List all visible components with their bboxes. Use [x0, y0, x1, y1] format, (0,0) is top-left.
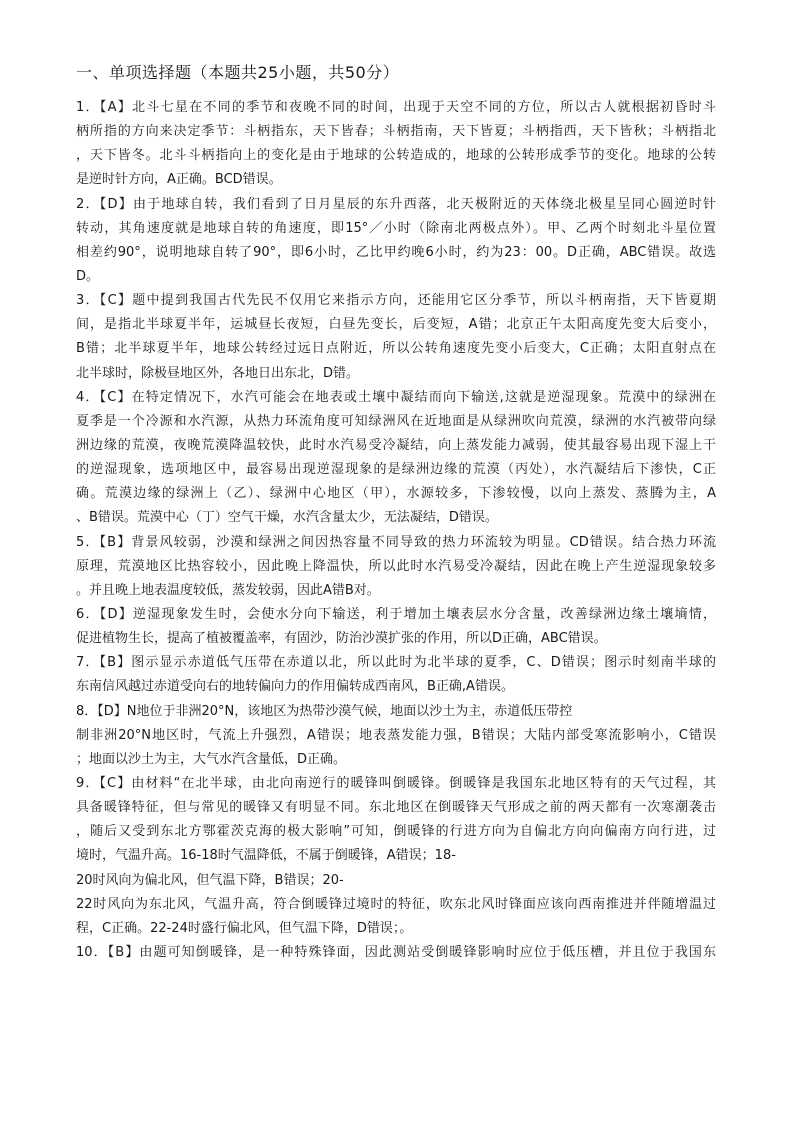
text-line: 1．【A】北斗七星在不同的季节和夜晚不同的时间，出现于天空不同的方位，所以古人就根据初昏时斗	[76, 100, 716, 115]
text-line: 22时风向为东北风，气温升高，符合倒暖锋过境时的特征，吹东北风时锋面应该向西南推进并伴随增温过	[76, 896, 716, 912]
text-line: 2．【D】由于地球自转，我们看到了日月星辰的东升西落，北天极附近的天体绕北极星呈同心圆逆时针	[76, 196, 716, 212]
text-line: 东南信风越过赤道受向右的地转偏向力的作用偏转成西南风，B正确,A错误。	[76, 679, 514, 695]
text-line: 具备暖锋特征，但与常见的暖锋又有明显不同。东北地区在倒暖锋天气形成之前的两天都有一次寒潮袭击	[76, 800, 716, 816]
text-line: 制非洲20°N地区时，气流上升强烈，A错误；地表蒸发能力强，B错误；大陆内部受寒流影响小，C错误	[76, 727, 716, 743]
text-line: D。	[76, 268, 100, 284]
text-line: 境时，气温升高。16-18时气温降低，不属于倒暖锋，A错误；18-	[76, 848, 456, 864]
text-line: 转动，其角速度就是地球自转的角速度，即15°／小时（除南北两极点外）。甲、乙两个时刻北斗星位置	[76, 220, 716, 236]
text-line: 7．【B】图示显示赤道低气压带在赤道以北，所以此时为北半球的夏季，C、D错误；图示时刻南半球的	[76, 655, 716, 671]
text-line: 原理，荒漠地区比热容较小，因此晚上降温快，所以此时水汽易受冷凝结，因此在晚上产生逆湿现象较多	[76, 558, 716, 574]
text-line: 3．【C】题中提到我国古代先民不仅用它来指示方向，还能用它区分季节，所以斗柄南指，天下皆夏期	[76, 293, 716, 309]
text-line: 4．【C】在特定情况下，水汽可能会在地表或土壤中凝结而向下输送,这就是逆湿现象。荒漠中的绿洲在	[76, 389, 716, 405]
text-line: ；地面以沙土为主，大气水汽含量低，D正确。	[76, 751, 347, 767]
text-line: 5．【B】背景风较弱，沙漠和绿洲之间因热容量不同导致的热力环流较为明显。CD错误。结合热力环流	[76, 534, 716, 550]
answer-text-block	[76, 96, 716, 965]
text-line: 北半球时，除极昼地区外，各地日出东北，D错。	[76, 365, 360, 381]
text-line: 9．【C】由材料“在北半球，由北向南逆行的暖锋叫倒暖锋。倒暖锋是我国东北地区特有的天气过程，其	[76, 775, 716, 791]
text-line: 程，C正确。22-24时盛行偏北风，但气温下降，D错误；。	[76, 920, 413, 936]
text-line: 相差约90°，说明地球自转了90°，即6小时，乙比甲约晚6小时，约为23：00。D正确，ABC错误。故选	[76, 244, 716, 260]
text-line: 柄所指的方向来决定季节：斗柄指东，天下皆春；斗柄指南，天下皆夏；斗柄指西，天下皆秋；斗柄指北	[76, 124, 716, 140]
section-title: 一、单项选择题（本题共25小题，共50分）	[76, 63, 400, 82]
text-line: 20时风向为偏北风，但气温下降，B错误；20-	[76, 872, 344, 888]
text-line: 。并且晚上地表温度较低，蒸发较弱，因此A错B对。	[76, 582, 380, 598]
answer-page	[76, 60, 716, 965]
text-line: 洲边缘的荒漠，夜晚荒漠降温较快，此时水汽易受冷凝结，向上蒸发能力减弱，使其最容易出现下湿上干	[76, 437, 716, 453]
text-line: ，随后又受到东北方鄂霍茨克海的极大影响”可知，倒暖锋的行进方向为自偏北方向向偏南方向行进，过	[76, 824, 716, 840]
text-line: 夏季是一个冷源和水汽源，从热力环流角度可知绿洲风在近地面是从绿洲吹向荒漠，绿洲的水汽被带向绿	[76, 413, 716, 429]
text-line: 是逆时针方向，A正确。BCD错误。	[76, 172, 282, 188]
text-line: 、B错误。荒漠中心（丁）空气干燥，水汽含量太少，无法凝结，D错误。	[76, 510, 498, 526]
text-line: B错；北半球夏半年，地球公转经过远日点附近，所以公转角速度先变小后变大，C正确；太阳直射点在	[76, 341, 716, 357]
text-line: ，天下皆冬。北斗斗柄指向上的变化是由于地球的公转造成的，地球的公转形成季节的变化。地球的公转	[76, 148, 716, 164]
text-line: 8．【D】N地位于非洲20°N，该地区为热带沙漠气候，地面以沙土为主，赤道低压带控	[76, 703, 573, 719]
text-line: 确。荒漠边缘的绿洲上（乙）、绿洲中心地区（甲），水源较多，下渗较慢，以向上蒸发、蒸腾为主，A	[76, 486, 716, 502]
text-line: 10．【B】由题可知倒暖锋，是一种特殊锋面，因此测站受倒暖锋影响时应位于低压槽，并且位于我国东	[76, 944, 716, 960]
text-line: 6．【D】逆湿现象发生时，会使水分向下输送，利于增加土壤表层水分含量，改善绿洲边缘土壤墒情，	[76, 606, 716, 622]
text-line: 的逆湿现象，选项地区中，最容易出现逆湿现象的是绿洲边缘的荒漠（丙处），水汽凝结后下渗快，C正	[76, 462, 716, 478]
text-line: 促进植物生长，提高了植被覆盖率，有固沙，防治沙漠扩张的作用，所以D正确，ABC错误。	[76, 631, 607, 647]
text-line: 间，是指北半球夏半年，运城昼长夜短，白昼先变长，后变短，A错；北京正午太阳高度先变大后变小，	[76, 317, 716, 333]
